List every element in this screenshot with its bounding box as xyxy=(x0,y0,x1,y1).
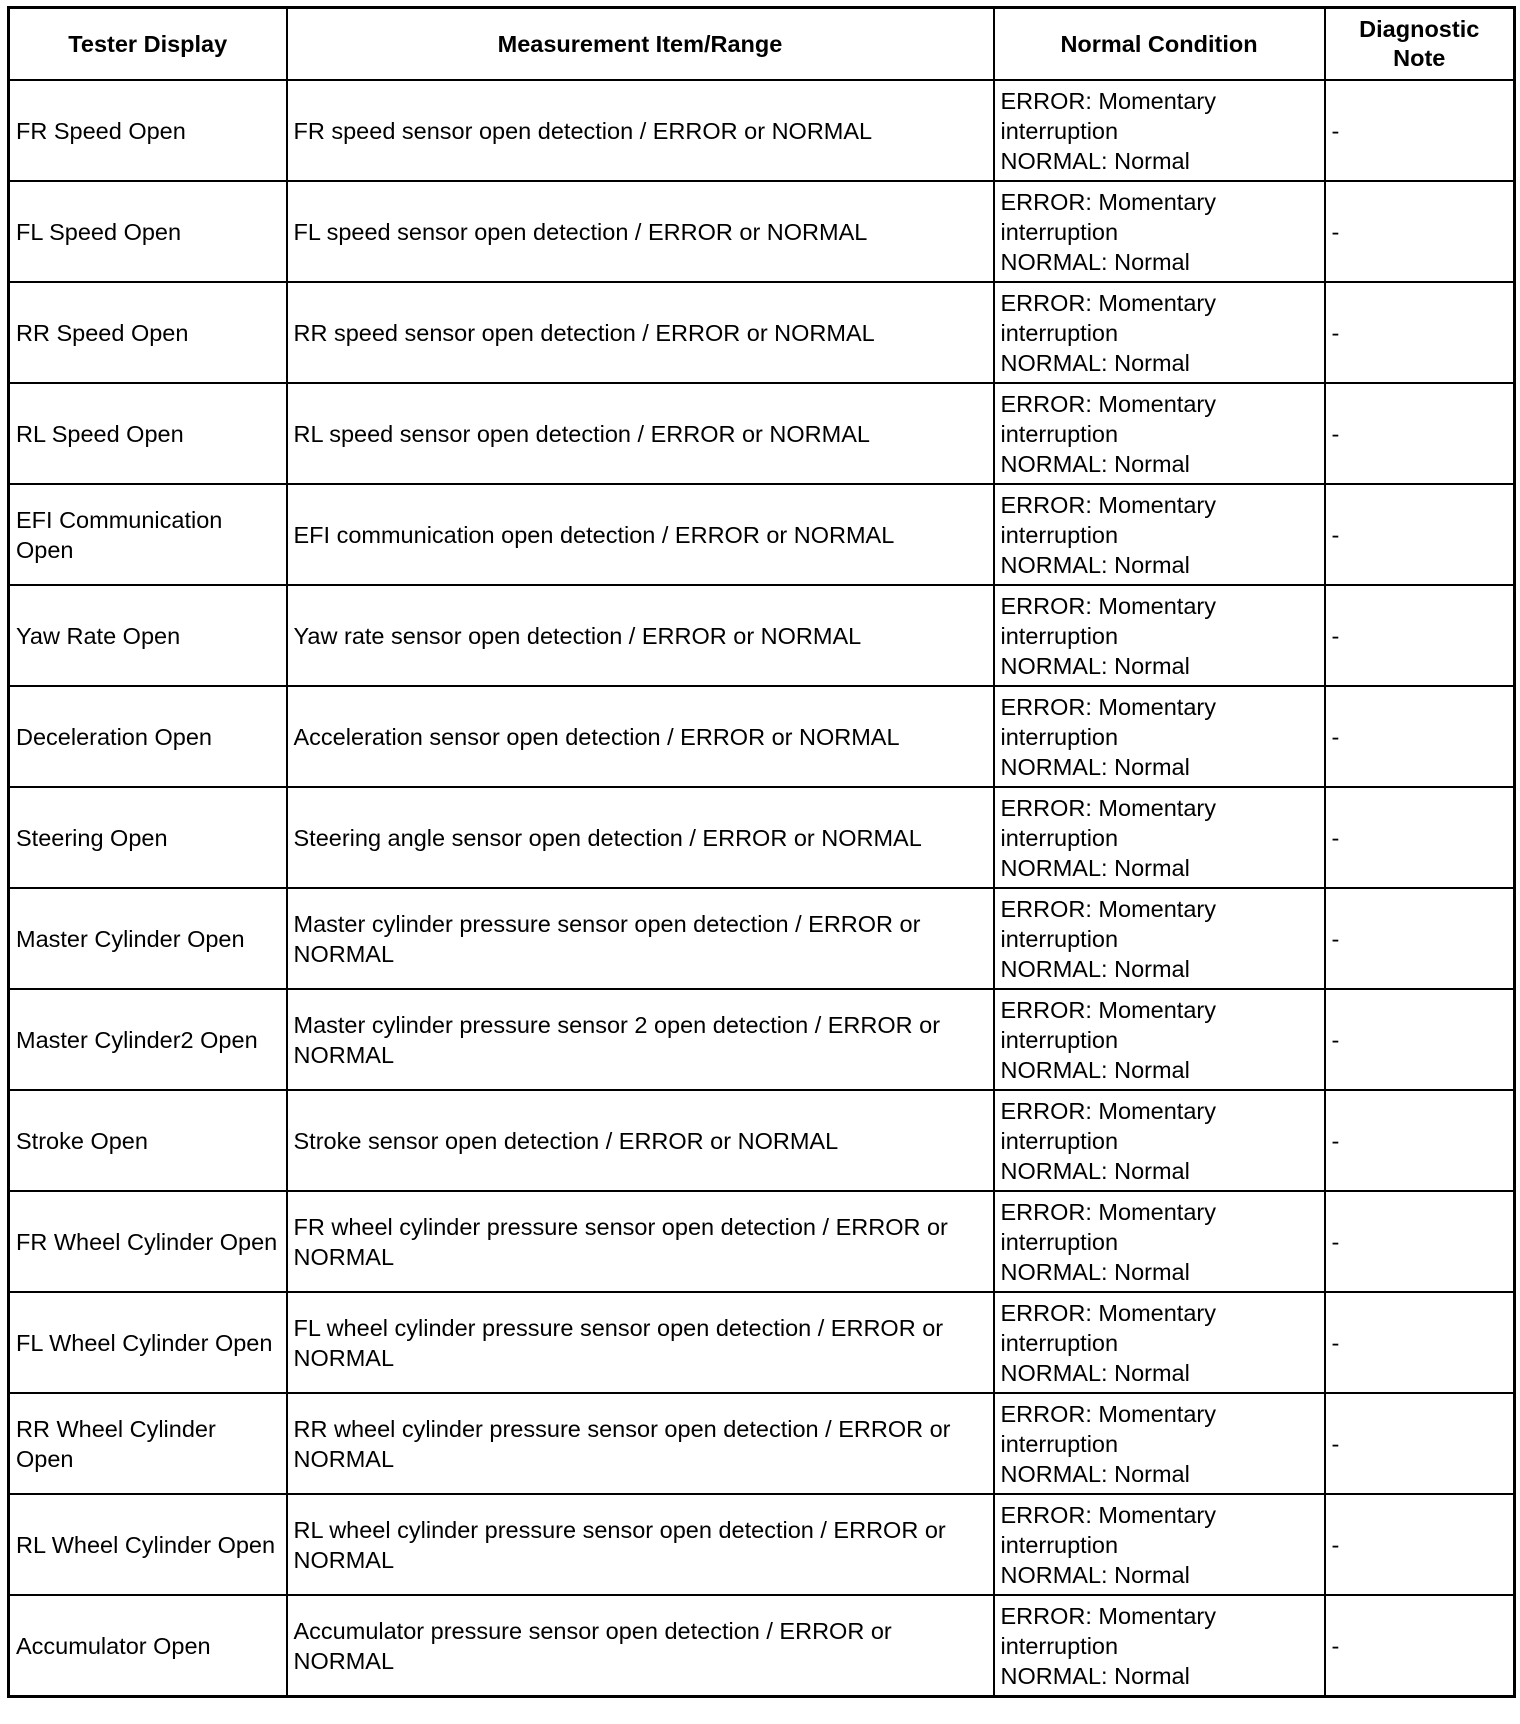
cell-normal-condition xyxy=(994,383,1325,484)
condition-error-cont: interruption xyxy=(1000,1329,1119,1356)
cell-diagnostic-note: - xyxy=(1325,585,1515,686)
cell-tester-display: FL Wheel Cylinder Open xyxy=(9,1292,287,1393)
cell-diagnostic-note: - xyxy=(1325,1494,1515,1595)
condition-error-cont: interruption xyxy=(1000,1127,1119,1154)
cell-tester-display: FL Speed Open xyxy=(9,181,287,282)
header-tester-display: Tester Display xyxy=(9,8,287,81)
condition-normal: NORMAL: Normal xyxy=(1000,1359,1190,1386)
table-row xyxy=(9,282,1515,383)
cell-diagnostic-note: - xyxy=(1325,686,1515,787)
table-row xyxy=(9,686,1515,787)
cell-diagnostic-note: - xyxy=(1325,1191,1515,1292)
header-measurement-item: Measurement Item/Range xyxy=(287,8,994,81)
condition-normal: NORMAL: Normal xyxy=(1000,450,1190,477)
condition-normal: NORMAL: Normal xyxy=(1000,753,1190,780)
condition-error-cont: interruption xyxy=(1000,622,1119,649)
cell-measurement-item: Yaw rate sensor open detection / ERROR or NORMAL xyxy=(287,585,994,686)
cell-tester-display: Master Cylinder Open xyxy=(9,888,287,989)
condition-error: ERROR: Momentary xyxy=(1000,592,1216,619)
condition-normal: NORMAL: Normal xyxy=(1000,147,1190,174)
condition-error-cont: interruption xyxy=(1000,319,1119,346)
cell-measurement-item: Master cylinder pressure sensor open detection / ERROR or NORMAL xyxy=(287,888,994,989)
header-normal-condition: Normal Condition xyxy=(994,8,1325,81)
cell-measurement-item: Accumulator pressure sensor open detection / ERROR or NORMAL xyxy=(287,1595,994,1697)
cell-normal-condition xyxy=(994,181,1325,282)
cell-normal-condition xyxy=(994,1393,1325,1494)
cell-tester-display: Yaw Rate Open xyxy=(9,585,287,686)
condition-normal: NORMAL: Normal xyxy=(1000,551,1190,578)
cell-tester-display: RR Wheel Cylinder Open xyxy=(9,1393,287,1494)
cell-diagnostic-note: - xyxy=(1325,80,1515,181)
cell-measurement-item: RL speed sensor open detection / ERROR or NORMAL xyxy=(287,383,994,484)
table-body xyxy=(9,80,1515,1697)
table-row xyxy=(9,787,1515,888)
cell-normal-condition xyxy=(994,787,1325,888)
condition-error: ERROR: Momentary xyxy=(1000,188,1216,215)
cell-measurement-item: Acceleration sensor open detection / ERROR or NORMAL xyxy=(287,686,994,787)
cell-measurement-item: FR speed sensor open detection / ERROR or NORMAL xyxy=(287,80,994,181)
cell-diagnostic-note: - xyxy=(1325,1393,1515,1494)
condition-error-cont: interruption xyxy=(1000,1430,1119,1457)
cell-diagnostic-note: - xyxy=(1325,1090,1515,1191)
cell-normal-condition xyxy=(994,1191,1325,1292)
condition-error-cont: interruption xyxy=(1000,925,1119,952)
cell-measurement-item: RR wheel cylinder pressure sensor open detection / ERROR or NORMAL xyxy=(287,1393,994,1494)
cell-normal-condition xyxy=(994,282,1325,383)
cell-tester-display: EFI Communication Open xyxy=(9,484,287,585)
condition-error: ERROR: Momentary xyxy=(1000,996,1216,1023)
table-row xyxy=(9,1191,1515,1292)
condition-error-cont: interruption xyxy=(1000,521,1119,548)
condition-error: ERROR: Momentary xyxy=(1000,1602,1216,1629)
table-row xyxy=(9,484,1515,585)
cell-normal-condition xyxy=(994,585,1325,686)
condition-error: ERROR: Momentary xyxy=(1000,289,1216,316)
cell-measurement-item: FR wheel cylinder pressure sensor open detection / ERROR or NORMAL xyxy=(287,1191,994,1292)
cell-measurement-item: RR speed sensor open detection / ERROR or NORMAL xyxy=(287,282,994,383)
table-row xyxy=(9,585,1515,686)
table-row xyxy=(9,80,1515,181)
cell-tester-display: Deceleration Open xyxy=(9,686,287,787)
condition-error-cont: interruption xyxy=(1000,1026,1119,1053)
condition-error-cont: interruption xyxy=(1000,1632,1119,1659)
condition-error-cont: interruption xyxy=(1000,1228,1119,1255)
condition-normal: NORMAL: Normal xyxy=(1000,1258,1190,1285)
cell-diagnostic-note: - xyxy=(1325,1292,1515,1393)
cell-measurement-item: Steering angle sensor open detection / ERROR or NORMAL xyxy=(287,787,994,888)
condition-normal: NORMAL: Normal xyxy=(1000,854,1190,881)
data-list-table xyxy=(7,6,1516,1698)
table-header xyxy=(9,8,1515,81)
condition-error-cont: interruption xyxy=(1000,420,1119,447)
cell-normal-condition xyxy=(994,1292,1325,1393)
header-row xyxy=(9,8,1515,81)
cell-diagnostic-note: - xyxy=(1325,1595,1515,1697)
cell-tester-display: FR Wheel Cylinder Open xyxy=(9,1191,287,1292)
cell-normal-condition xyxy=(994,1090,1325,1191)
table-row xyxy=(9,383,1515,484)
cell-normal-condition xyxy=(994,1494,1325,1595)
cell-tester-display: Master Cylinder2 Open xyxy=(9,989,287,1090)
header-diagnostic-note-line2: Note xyxy=(1393,45,1446,71)
table-row xyxy=(9,1595,1515,1697)
cell-measurement-item: RL wheel cylinder pressure sensor open detection / ERROR or NORMAL xyxy=(287,1494,994,1595)
condition-error: ERROR: Momentary xyxy=(1000,390,1216,417)
condition-normal: NORMAL: Normal xyxy=(1000,1460,1190,1487)
cell-tester-display: RL Speed Open xyxy=(9,383,287,484)
cell-diagnostic-note: - xyxy=(1325,181,1515,282)
cell-normal-condition xyxy=(994,686,1325,787)
cell-normal-condition xyxy=(994,989,1325,1090)
condition-error-cont: interruption xyxy=(1000,723,1119,750)
condition-error: ERROR: Momentary xyxy=(1000,1501,1216,1528)
header-diagnostic-note-line1: Diagnostic xyxy=(1359,16,1480,42)
cell-tester-display: FR Speed Open xyxy=(9,80,287,181)
table-row xyxy=(9,1292,1515,1393)
cell-diagnostic-note: - xyxy=(1325,888,1515,989)
condition-normal: NORMAL: Normal xyxy=(1000,1662,1190,1689)
cell-measurement-item: Stroke sensor open detection / ERROR or NORMAL xyxy=(287,1090,994,1191)
condition-error: ERROR: Momentary xyxy=(1000,1400,1216,1427)
condition-normal: NORMAL: Normal xyxy=(1000,1561,1190,1588)
table-row xyxy=(9,181,1515,282)
cell-measurement-item: EFI communication open detection / ERROR or NORMAL xyxy=(287,484,994,585)
condition-error: ERROR: Momentary xyxy=(1000,693,1216,720)
cell-diagnostic-note: - xyxy=(1325,787,1515,888)
cell-measurement-item: Master cylinder pressure sensor 2 open detection / ERROR or NORMAL xyxy=(287,989,994,1090)
cell-tester-display: RR Speed Open xyxy=(9,282,287,383)
header-diagnostic-note xyxy=(1325,8,1515,81)
cell-tester-display: Steering Open xyxy=(9,787,287,888)
table-row xyxy=(9,888,1515,989)
table-row xyxy=(9,1393,1515,1494)
cell-diagnostic-note: - xyxy=(1325,989,1515,1090)
cell-diagnostic-note: - xyxy=(1325,383,1515,484)
condition-error: ERROR: Momentary xyxy=(1000,794,1216,821)
cell-normal-condition xyxy=(994,888,1325,989)
condition-error-cont: interruption xyxy=(1000,1531,1119,1558)
condition-error-cont: interruption xyxy=(1000,218,1119,245)
condition-normal: NORMAL: Normal xyxy=(1000,248,1190,275)
condition-error: ERROR: Momentary xyxy=(1000,1198,1216,1225)
condition-error-cont: interruption xyxy=(1000,117,1119,144)
condition-error: ERROR: Momentary xyxy=(1000,491,1216,518)
cell-tester-display: Accumulator Open xyxy=(9,1595,287,1697)
cell-tester-display: RL Wheel Cylinder Open xyxy=(9,1494,287,1595)
table-row xyxy=(9,989,1515,1090)
condition-error: ERROR: Momentary xyxy=(1000,1299,1216,1326)
condition-normal: NORMAL: Normal xyxy=(1000,349,1190,376)
cell-measurement-item: FL wheel cylinder pressure sensor open detection / ERROR or NORMAL xyxy=(287,1292,994,1393)
cell-normal-condition xyxy=(994,80,1325,181)
table-row xyxy=(9,1090,1515,1191)
condition-error: ERROR: Momentary xyxy=(1000,895,1216,922)
cell-diagnostic-note: - xyxy=(1325,282,1515,383)
condition-normal: NORMAL: Normal xyxy=(1000,955,1190,982)
condition-normal: NORMAL: Normal xyxy=(1000,1157,1190,1184)
cell-diagnostic-note: - xyxy=(1325,484,1515,585)
cell-measurement-item: FL speed sensor open detection / ERROR or NORMAL xyxy=(287,181,994,282)
cell-tester-display: Stroke Open xyxy=(9,1090,287,1191)
condition-normal: NORMAL: Normal xyxy=(1000,652,1190,679)
condition-error: ERROR: Momentary xyxy=(1000,1097,1216,1124)
cell-normal-condition xyxy=(994,484,1325,585)
table-row xyxy=(9,1494,1515,1595)
cell-normal-condition xyxy=(994,1595,1325,1697)
condition-error: ERROR: Momentary xyxy=(1000,87,1216,114)
condition-error-cont: interruption xyxy=(1000,824,1119,851)
condition-normal: NORMAL: Normal xyxy=(1000,1056,1190,1083)
